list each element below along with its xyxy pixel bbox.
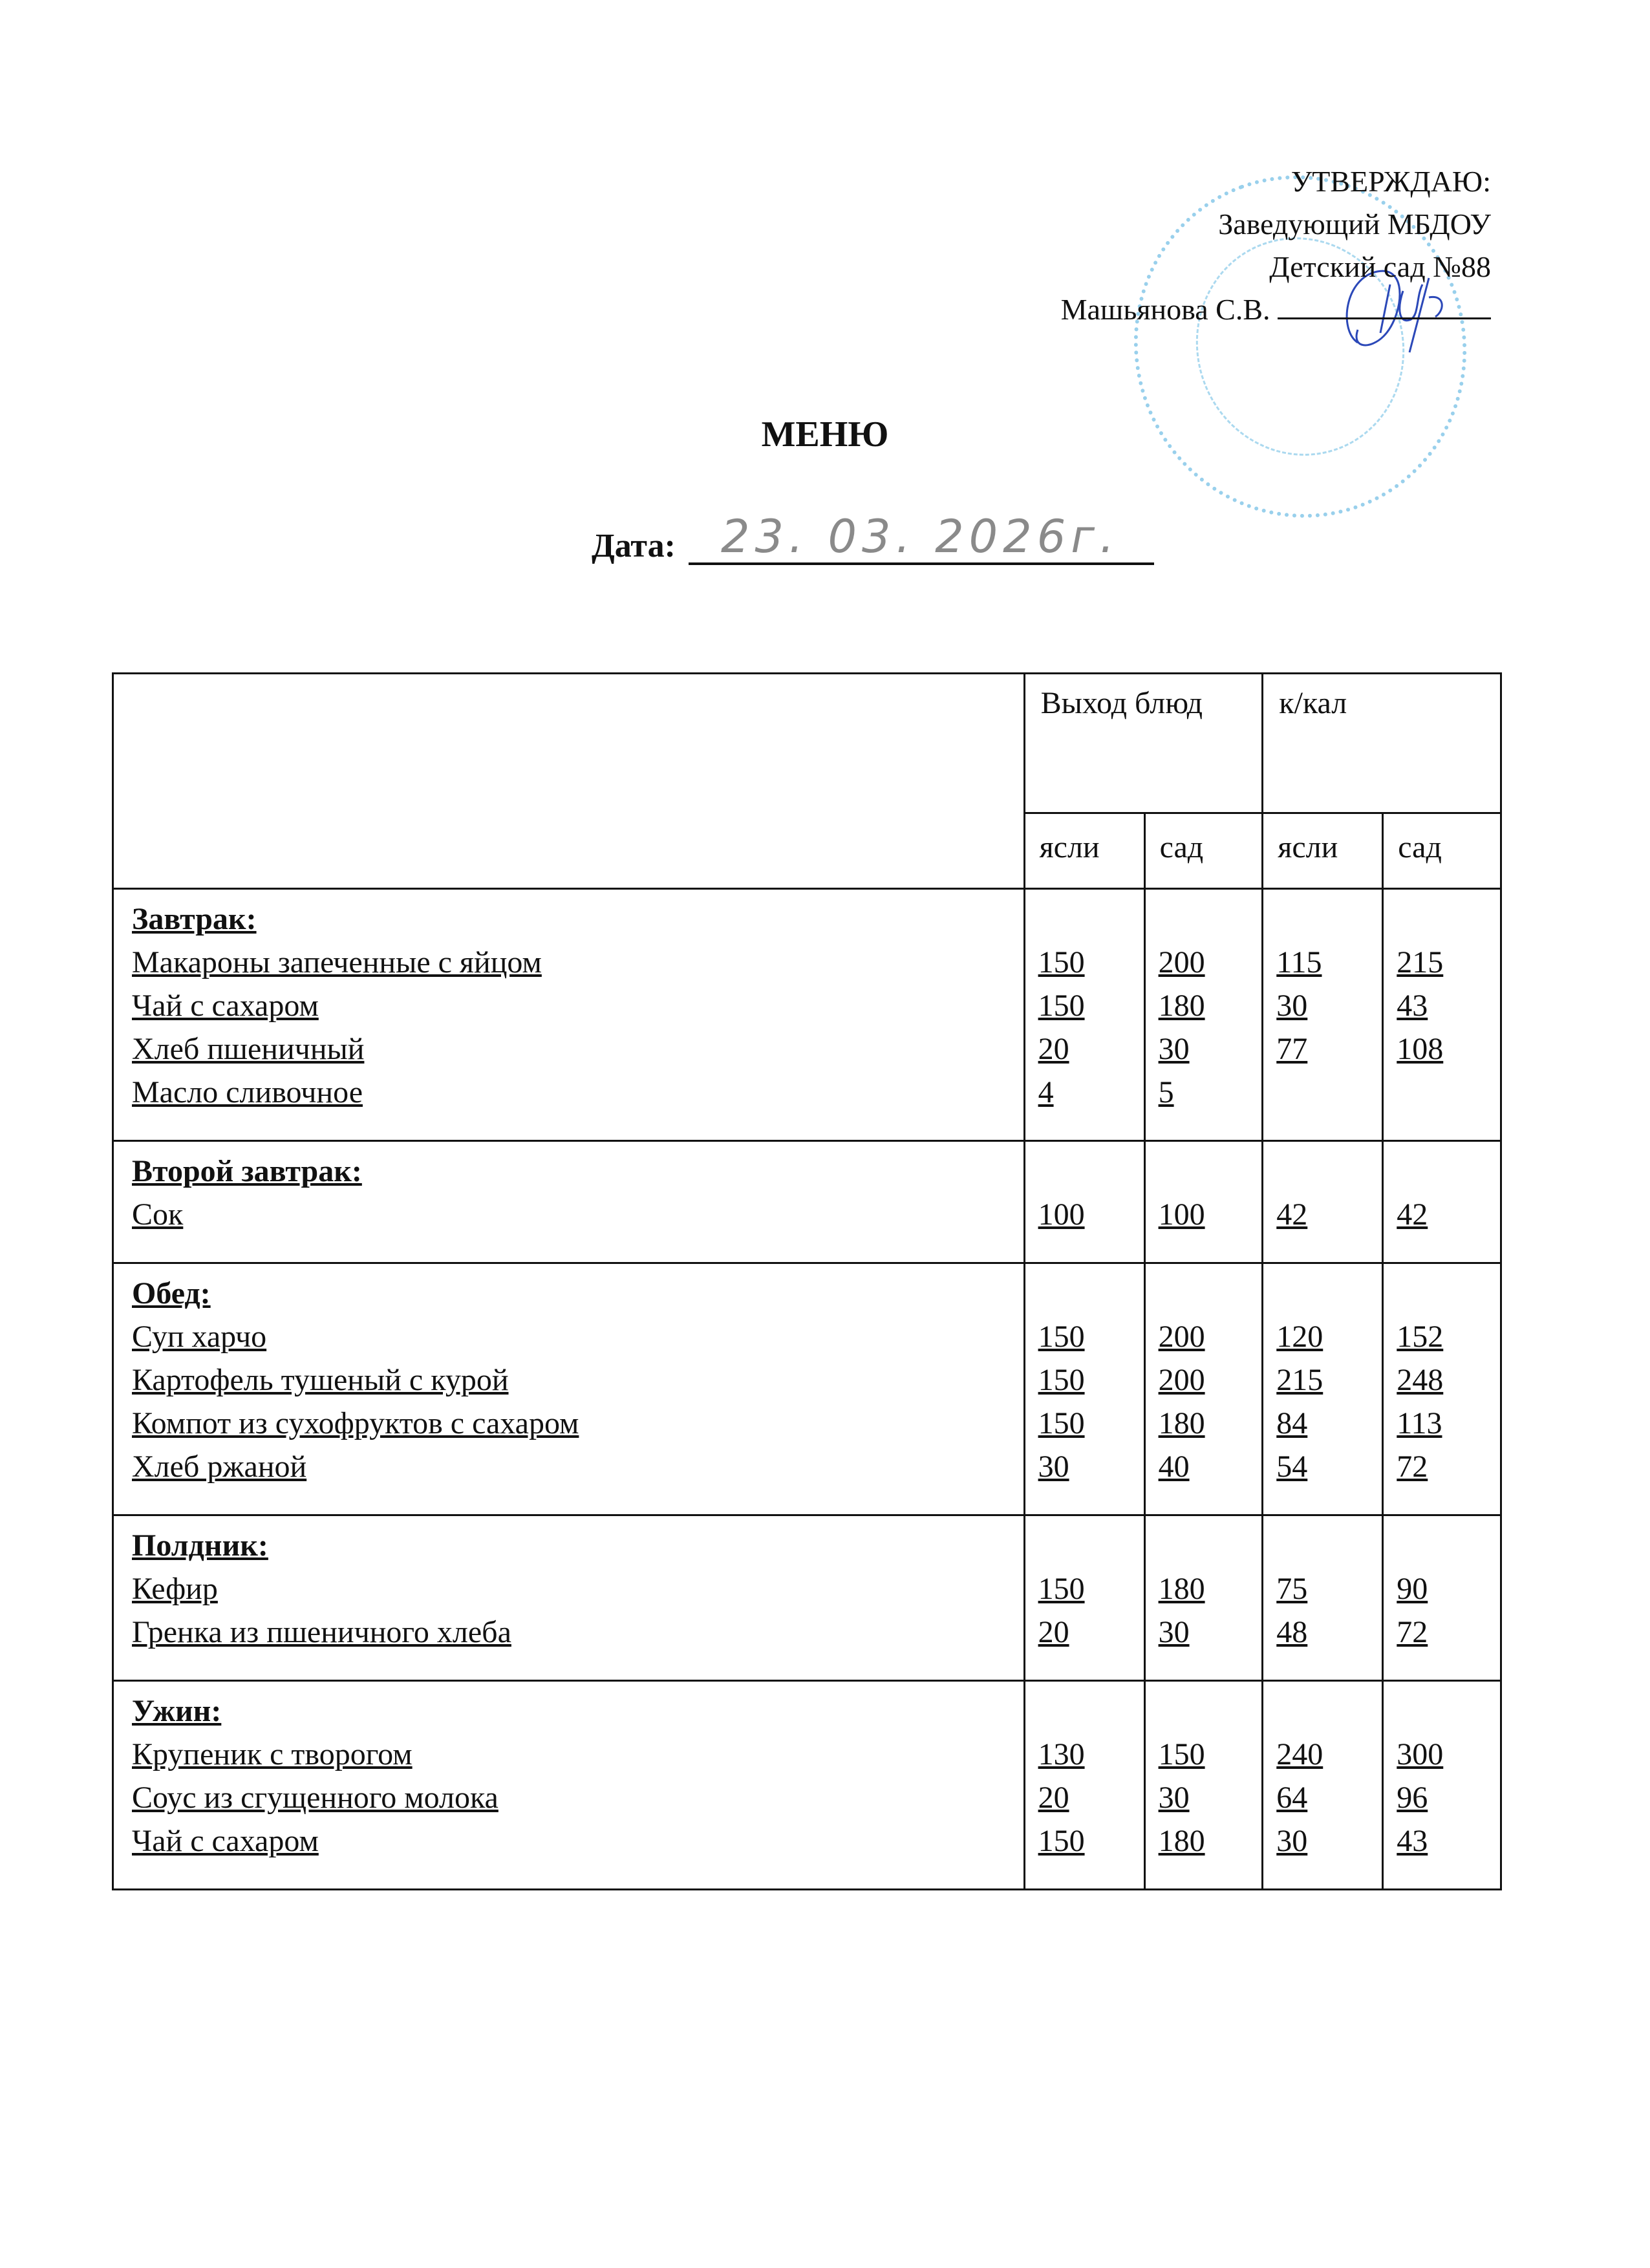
header-kcal: к/кал — [1263, 674, 1501, 813]
value: 5 — [1158, 1075, 1174, 1109]
yield-nursery-cell — [1024, 889, 1144, 1141]
approval-position: Заведующий МБДОУ — [1218, 208, 1491, 241]
menu-table — [112, 672, 1502, 1890]
header-kcal-nursery: ясли — [1263, 813, 1383, 889]
value: 215 — [1397, 945, 1444, 979]
value: 150 — [1038, 1572, 1085, 1606]
spacer — [1159, 890, 1262, 941]
value: 54 — [1276, 1450, 1308, 1484]
dish-name: Компот из сухофруктов с сахаром — [132, 1406, 579, 1440]
header-yield: Выход блюд — [1024, 674, 1263, 813]
dish-name: Суп харчо — [132, 1320, 267, 1354]
meal-dishes-cell — [113, 889, 1025, 1141]
value: 150 — [1038, 1824, 1085, 1858]
spacer — [1038, 1142, 1144, 1193]
kcal-nursery-cell — [1263, 1515, 1383, 1681]
dish-name: Картофель тушеный с курой — [132, 1363, 509, 1397]
value: 200 — [1158, 1320, 1205, 1354]
value: 115 — [1276, 945, 1322, 979]
dish-name: Чай с сахаром — [132, 989, 319, 1023]
dish-name: Соус из сгущенного молока — [132, 1781, 498, 1815]
spacer — [1038, 1682, 1144, 1733]
dish-name: Масло сливочное — [132, 1075, 363, 1109]
value: 43 — [1397, 989, 1428, 1023]
value: 180 — [1158, 989, 1205, 1023]
yield-nursery-cell — [1024, 1515, 1144, 1681]
spacer — [1159, 1682, 1262, 1733]
value: 248 — [1397, 1363, 1444, 1397]
value: 180 — [1158, 1824, 1205, 1858]
value: 20 — [1038, 1032, 1069, 1066]
value: 20 — [1038, 1781, 1069, 1815]
spacer — [1397, 1516, 1500, 1567]
yield-nursery-cell — [1024, 1681, 1144, 1890]
value: 300 — [1397, 1737, 1444, 1771]
meal-row — [113, 1681, 1501, 1890]
value: 108 — [1397, 1032, 1444, 1066]
meal-dishes-cell — [113, 1263, 1025, 1515]
value: 150 — [1038, 1363, 1085, 1397]
value: 96 — [1397, 1781, 1428, 1815]
value: 48 — [1276, 1615, 1308, 1649]
value: 40 — [1158, 1450, 1190, 1484]
value: 200 — [1158, 1363, 1205, 1397]
date-label: Дата: — [592, 528, 676, 564]
spacer — [1397, 890, 1500, 941]
value: 180 — [1158, 1406, 1205, 1440]
dish-name: Кефир — [132, 1572, 218, 1606]
value: 180 — [1158, 1572, 1205, 1606]
value: 150 — [1158, 1737, 1205, 1771]
kcal-garden-cell — [1383, 1515, 1501, 1681]
value: 72 — [1397, 1450, 1428, 1484]
approval-heading: УТВЕРЖДАЮ: — [1291, 165, 1491, 198]
spacer — [1397, 1264, 1500, 1315]
value: 150 — [1038, 1320, 1085, 1354]
spacer — [1038, 1264, 1144, 1315]
value: 30 — [1276, 989, 1308, 1023]
value: 200 — [1158, 945, 1205, 979]
yield-garden-cell — [1144, 1141, 1263, 1263]
signature-line — [1278, 292, 1491, 319]
spacer — [1276, 890, 1382, 941]
value: 77 — [1276, 1032, 1308, 1066]
yield-nursery-cell — [1024, 1141, 1144, 1263]
approval-signatory: Машьянова С.В. — [1060, 293, 1270, 326]
meal-dishes-cell — [113, 1141, 1025, 1263]
kcal-nursery-cell — [1263, 889, 1383, 1141]
kcal-garden-cell — [1383, 1263, 1501, 1515]
meal-title: Полдник: — [132, 1528, 268, 1563]
spacer — [1397, 1142, 1500, 1193]
header-yield-nursery: ясли — [1024, 813, 1144, 889]
kcal-nursery-cell — [1263, 1681, 1383, 1890]
value: 42 — [1397, 1197, 1428, 1232]
value: 4 — [1038, 1075, 1054, 1109]
approval-signatory-row — [1061, 288, 1491, 331]
spacer — [1038, 890, 1144, 941]
value: 113 — [1397, 1406, 1442, 1440]
header-yield-garden: сад — [1144, 813, 1263, 889]
dish-name: Хлеб ржаной — [132, 1450, 307, 1484]
value: 30 — [1276, 1824, 1308, 1858]
spacer — [1276, 1682, 1382, 1733]
approval-block — [1061, 160, 1491, 331]
value: 30 — [1158, 1781, 1190, 1815]
value: 150 — [1038, 945, 1085, 979]
spacer — [1159, 1516, 1262, 1567]
date-value: 23. 03. 2026г. — [689, 511, 1154, 565]
spacer — [1159, 1142, 1262, 1193]
date-row — [592, 511, 1154, 565]
value: 150 — [1038, 1406, 1085, 1440]
value: 215 — [1276, 1363, 1323, 1397]
kcal-garden-cell — [1383, 1681, 1501, 1890]
approval-institution: Детский сад №88 — [1269, 250, 1491, 283]
value: 30 — [1158, 1615, 1190, 1649]
value: 42 — [1276, 1197, 1308, 1232]
meal-title: Второй завтрак: — [132, 1154, 362, 1188]
dish-name: Хлеб пшеничный — [132, 1032, 365, 1066]
header-row-groups — [113, 674, 1501, 813]
value: 64 — [1276, 1781, 1308, 1815]
value: 100 — [1038, 1197, 1085, 1232]
meal-dishes-cell — [113, 1681, 1025, 1890]
meal-row — [113, 1141, 1501, 1263]
yield-garden-cell — [1144, 1681, 1263, 1890]
value: 30 — [1038, 1450, 1069, 1484]
spacer — [1276, 1264, 1382, 1315]
value: 152 — [1397, 1320, 1444, 1354]
value: 100 — [1158, 1197, 1205, 1232]
value: 84 — [1276, 1406, 1308, 1440]
spacer — [1159, 1264, 1262, 1315]
value: 43 — [1397, 1824, 1428, 1858]
value: 30 — [1158, 1032, 1190, 1066]
page-title: МЕНЮ — [761, 414, 889, 455]
value: 120 — [1276, 1320, 1323, 1354]
dish-name: Макароны запеченные с яйцом — [132, 945, 542, 979]
kcal-garden-cell — [1383, 1141, 1501, 1263]
kcal-nursery-cell — [1263, 1141, 1383, 1263]
meal-title: Ужин: — [132, 1694, 222, 1728]
meal-row — [113, 1263, 1501, 1515]
value: 72 — [1397, 1615, 1428, 1649]
yield-nursery-cell — [1024, 1263, 1144, 1515]
value: 130 — [1038, 1737, 1085, 1771]
value: 150 — [1038, 989, 1085, 1023]
meal-title: Завтрак: — [132, 902, 257, 936]
meal-row — [113, 1515, 1501, 1681]
dish-name: Крупеник с творогом — [132, 1737, 412, 1771]
value: 90 — [1397, 1572, 1428, 1606]
value: 20 — [1038, 1615, 1069, 1649]
header-kcal-garden: сад — [1383, 813, 1501, 889]
spacer — [1276, 1516, 1382, 1567]
yield-garden-cell — [1144, 1515, 1263, 1681]
spacer — [1397, 1682, 1500, 1733]
kcal-nursery-cell — [1263, 1263, 1383, 1515]
spacer — [1038, 1516, 1144, 1567]
kcal-garden-cell — [1383, 889, 1501, 1141]
meal-dishes-cell — [113, 1515, 1025, 1681]
spacer — [1276, 1142, 1382, 1193]
yield-garden-cell — [1144, 889, 1263, 1141]
dish-name: Сок — [132, 1197, 184, 1232]
meal-row — [113, 889, 1501, 1141]
dish-name: Чай с сахаром — [132, 1824, 319, 1858]
header-blank-cell — [113, 674, 1025, 889]
yield-garden-cell — [1144, 1263, 1263, 1515]
value: 75 — [1276, 1572, 1308, 1606]
dish-name: Гренка из пшеничного хлеба — [132, 1615, 511, 1649]
value: 240 — [1276, 1737, 1323, 1771]
meal-title: Обед: — [132, 1276, 211, 1311]
